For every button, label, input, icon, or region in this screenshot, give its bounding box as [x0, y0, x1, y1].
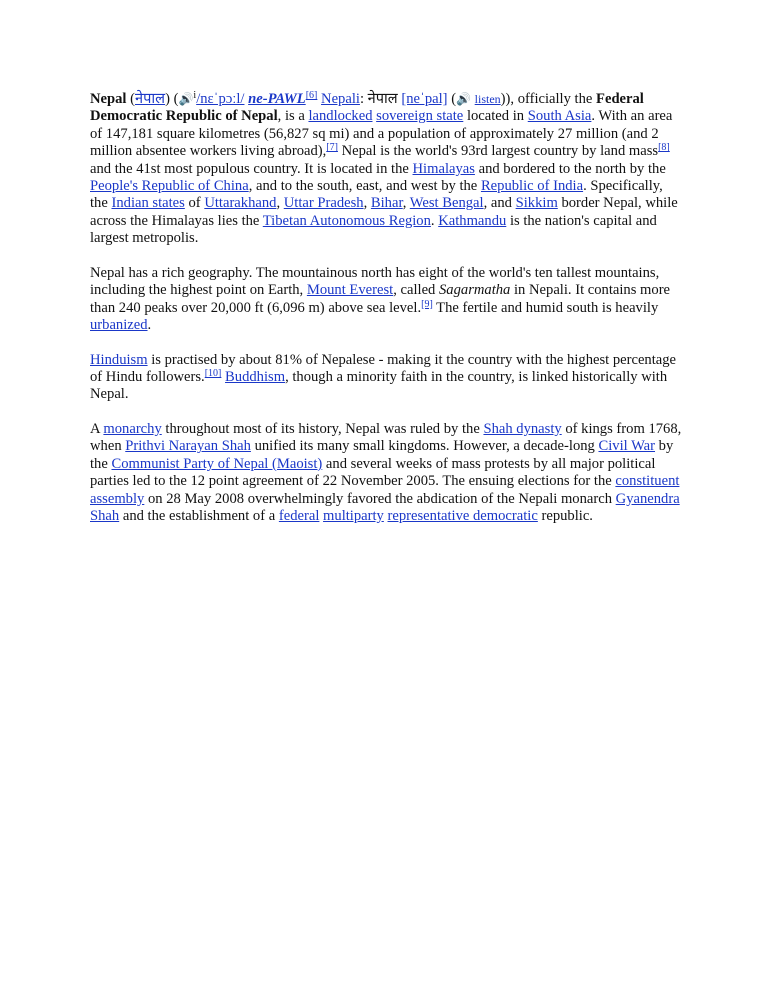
text: of — [184, 195, 205, 212]
footnote-link[interactable]: [6] — [305, 90, 318, 101]
link-kathmandu[interactable]: Kathmandu — [438, 212, 507, 229]
text: Nepal has a rich geography. The mountainous north has eight of the world's ten tallest mountains, including the highest point on Earth, — [90, 264, 660, 299]
link-gyanendra-shah[interactable]: Gyanendra Shah — [90, 490, 680, 525]
paragraph-geography — [90, 265, 682, 335]
text: ( — [126, 91, 135, 107]
link-urbanized[interactable]: urbanized — [90, 317, 148, 334]
text: border Nepal, while across the Himalayas lies the — [90, 195, 678, 229]
link-indian-states[interactable]: Indian states — [111, 195, 185, 212]
link-nepali[interactable]: Nepali — [321, 91, 360, 107]
text: throughout most of its history, Nepal was ruled by the — [161, 421, 484, 438]
text: and several weeks of mass protests by all major political parties led to the 12 point agreement of 22 November 2005. The ensuing elections for the — [90, 455, 656, 490]
text: . With an area of 147,181 square kilometres (56,827 sq mi) and a population of approximately 27 million (and 2 million absentee workers living abroad), — [90, 108, 673, 160]
link-nepali-script[interactable]: नेपाल — [135, 91, 166, 107]
info-marker[interactable]: i — [193, 90, 197, 101]
link-uttar-pradesh[interactable]: Uttar Pradesh — [283, 195, 364, 212]
text: on 28 May 2008 overwhelmingly favored the abdication of the Nepali monarch — [144, 490, 616, 507]
link-nepali-ipa[interactable]: [neˈpal] — [401, 91, 448, 107]
term-nepal: Nepal — [90, 91, 127, 107]
article-body — [90, 91, 682, 543]
text: Nepal is the world's 93rd largest country by land mass — [337, 143, 659, 160]
text: and the 41st most populous country. It is located in the — [90, 160, 413, 177]
footnote-link[interactable]: [9] — [421, 298, 433, 310]
link-tibet[interactable]: Tibetan Autonomous Region — [262, 212, 431, 229]
footnote-link[interactable]: [8] — [658, 142, 670, 154]
text: , though a minority faith in the country, is linked historically with Nepal. — [90, 369, 668, 403]
link-china[interactable]: People's Republic of China — [90, 178, 249, 195]
text: . — [430, 212, 439, 229]
link-india[interactable]: Republic of India — [480, 178, 584, 195]
pronunciation-respelling: ne-PAWL — [248, 91, 306, 107]
text: , and to the south, east, and west by the — [248, 178, 481, 195]
link-civil-war[interactable]: Civil War — [598, 438, 656, 455]
text: . Specifically, the — [90, 178, 663, 212]
text: : नेपाल — [359, 91, 402, 107]
link-representative-democratic[interactable]: representative democratic — [387, 508, 538, 525]
link-west-bengal[interactable]: West Bengal — [409, 195, 484, 212]
text: , and — [483, 195, 516, 212]
term-sagarmatha: Sagarmatha — [439, 282, 511, 299]
link-bihar[interactable]: Bihar — [370, 195, 403, 212]
text: and bordered to the north by the — [474, 160, 666, 177]
text: , is a — [277, 108, 309, 125]
official-name: Federal Democratic Republic of Nepal — [90, 91, 644, 125]
listen-link[interactable]: listen — [474, 92, 501, 106]
text: unified its many small kingdoms. However, a decade-long — [250, 438, 599, 455]
text: by the — [90, 438, 674, 472]
link-himalayas[interactable]: Himalayas — [412, 160, 475, 177]
text: and the establishment of a — [119, 508, 279, 525]
text: )), officially the — [500, 91, 597, 107]
link-monarchy[interactable]: monarchy — [103, 421, 162, 438]
link-buddhism[interactable]: Buddhism — [225, 369, 286, 386]
text: republic. — [537, 508, 593, 525]
text: of kings from 1768, when — [90, 421, 682, 455]
link-sikkim[interactable]: Sikkim — [515, 195, 558, 212]
link-constituent-assembly[interactable]: constituent assembly — [90, 473, 680, 507]
speaker-icon[interactable]: 🔊 — [456, 92, 472, 106]
text: in Nepali. It contains more than 240 peaks over 20,000 ft (6,096 m) above sea level. — [90, 282, 671, 316]
text: , — [363, 195, 371, 212]
text: The fertile and humid south is heavily — [432, 299, 659, 316]
footnote-link[interactable]: [10] — [204, 368, 222, 380]
text: is practised by about 81% of Nepalese - making it the country with the highest percentage of Hindu followers. — [90, 351, 677, 386]
text: , — [402, 195, 410, 212]
text: ) ( — [165, 91, 179, 107]
link-ipa[interactable]: /nɛˈpɔːl/ — [196, 91, 245, 107]
link-communist-party[interactable]: Communist Party of Nepal (Maoist) — [111, 455, 323, 472]
footnote-link[interactable]: [7] — [326, 142, 338, 154]
text: ( — [447, 91, 457, 107]
text: . — [147, 317, 152, 334]
link-mount-everest[interactable]: Mount Everest — [306, 282, 394, 299]
link-uttarakhand[interactable]: Uttarakhand — [204, 195, 277, 212]
link-hinduism[interactable]: Hinduism — [90, 351, 148, 368]
paragraph-history — [90, 421, 682, 525]
link-multiparty[interactable]: multiparty — [323, 508, 384, 525]
paragraph-intro — [90, 91, 682, 248]
link-pronunciation[interactable] — [248, 91, 306, 107]
text: located in — [463, 108, 528, 125]
text: , — [276, 195, 284, 212]
speaker-icon[interactable]: 🔊 — [178, 92, 194, 106]
paragraph-religion — [90, 352, 682, 404]
link-prithvi-narayan-shah[interactable]: Prithvi Narayan Shah — [125, 438, 251, 455]
text: , called — [393, 282, 439, 299]
link-federal[interactable]: federal — [278, 508, 320, 525]
text: A — [90, 421, 104, 438]
link-south-asia[interactable]: South Asia — [527, 108, 592, 125]
text: is the nation's capital and largest metropolis. — [90, 212, 657, 247]
link-sovereign-state[interactable]: sovereign state — [376, 108, 464, 125]
link-shah-dynasty[interactable]: Shah dynasty — [483, 421, 562, 438]
link-landlocked[interactable]: landlocked — [308, 108, 373, 125]
